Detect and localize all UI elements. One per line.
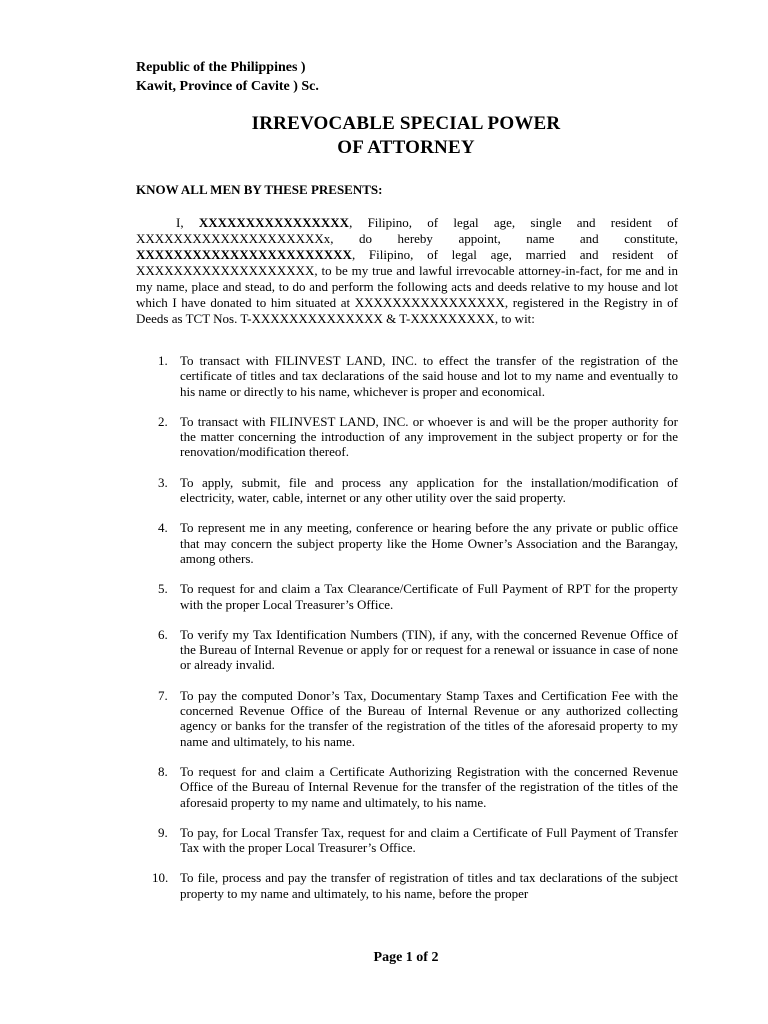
document-title	[136, 112, 676, 160]
intro-text-1: I,	[176, 215, 199, 230]
list-item	[136, 520, 678, 566]
item-number: 2.	[158, 413, 168, 429]
list-item	[136, 475, 678, 506]
item-number: 3.	[158, 474, 168, 490]
item-text: To apply, submit, file and process any application for the installation/modification of electricity, water, cable, internet or any other utility over the said property.	[180, 474, 678, 506]
list-item	[136, 870, 678, 901]
item-number: 1.	[158, 353, 168, 368]
title-line-2: OF ATTORNEY	[337, 137, 475, 158]
principal-name: XXXXXXXXXXXXXXXX	[198, 215, 350, 230]
intro-paragraph	[136, 215, 678, 327]
item-number: 6.	[158, 626, 168, 642]
item-text: To represent me in any meeting, conference or hearing before the any private or public office that may concern the subject property like the Home Owner’s Association and the Barangay, among others.	[180, 520, 678, 566]
item-number: 10.	[152, 870, 169, 886]
page-number: Page 1 of 2	[373, 950, 439, 965]
list-item	[136, 627, 678, 673]
venue-line-province: Kawit, Province of Cavite ) Sc.	[136, 79, 319, 94]
intro-text-2: , Filipino, of legal age, single and resident of XXXXXXXXXXXXXXXXXXXXx, do hereby appoint, name and constitute,	[136, 215, 678, 246]
item-text: To file, process and pay the transfer of registration of titles and tax declarations of the subject property to my name and ultimately, to his name, before the proper	[180, 870, 678, 901]
item-text: To request for and claim a Certificate Authorizing Registration with the concerned Revenue Office of the Bureau of Internal Revenue for the transfer of the registration of the titles of the aforesaid property to my name and ultimately, to his name.	[180, 763, 678, 810]
item-number: 9.	[158, 824, 168, 840]
attorney-name: XXXXXXXXXXXXXXXXXXXXXXX	[136, 247, 352, 262]
item-text: To transact with FILINVEST LAND, INC. or whoever is and will be the proper authority for the matter concerning the introduction of any improvement in the subject property or for the renovation/modification thereof.	[180, 413, 678, 460]
venue-line-country: Republic of the Philippines )	[136, 60, 306, 75]
item-text: To request for and claim a Tax Clearance/Certificate of Full Payment of RPT for the property with the proper Local Treasurer’s Office.	[180, 581, 678, 612]
list-item	[136, 581, 678, 612]
powers-list	[136, 353, 678, 916]
item-number: 8.	[158, 763, 168, 779]
venue-header	[136, 58, 319, 96]
item-number: 7.	[158, 687, 168, 703]
intro-text-3: , Filipino, of legal age, married and resident of XXXXXXXXXXXXXXXXXXX, to be my true and lawful irrevocable attorney-in-fact, for me and in my name, place and stead, to do and perform the following acts and deeds relative to my house and lot which I have donated to him situated at XXXXXXXXXXXXXXXX, registered in the Registry in of Deeds as TCT Nos. T-XXXXXXXXXXXXXX & T-XXXXXXXXX, to wit:	[136, 247, 678, 326]
item-text: To transact with FILINVEST LAND, INC. to effect the transfer of the registration of the certificate of titles and tax declarations of the said house and lot to my name and eventually to his name or directly to his name, whichever is proper and economical.	[180, 353, 678, 399]
preamble: KNOW ALL MEN BY THESE PRESENTS:	[136, 182, 383, 197]
item-text: To pay the computed Donor’s Tax, Documentary Stamp Taxes and Certification Fee with the concerned Revenue Office of the Bureau of Internal Revenue or any authorized collecting agency or banks for the transfer of the registration of the titles of the aforesaid property to my name and ultimately, to his name.	[180, 687, 678, 749]
title-line-1: IRREVOCABLE SPECIAL POWER	[251, 113, 561, 134]
list-item	[136, 764, 678, 810]
list-item	[136, 414, 678, 460]
item-number: 5.	[158, 581, 168, 597]
list-item	[136, 825, 678, 856]
item-text: To verify my Tax Identification Numbers (TIN), if any, with the concerned Revenue Office of the Bureau of Internal Revenue or apply for or request for a renewal or issuance in case of none or already invalid.	[180, 626, 678, 673]
item-text: To pay, for Local Transfer Tax, request for and claim a Certificate of Full Payment of Transfer Tax with the proper Local Treasurer’s Office.	[180, 824, 678, 856]
list-item	[136, 688, 678, 749]
item-number: 4.	[158, 520, 168, 536]
list-item	[136, 353, 678, 399]
